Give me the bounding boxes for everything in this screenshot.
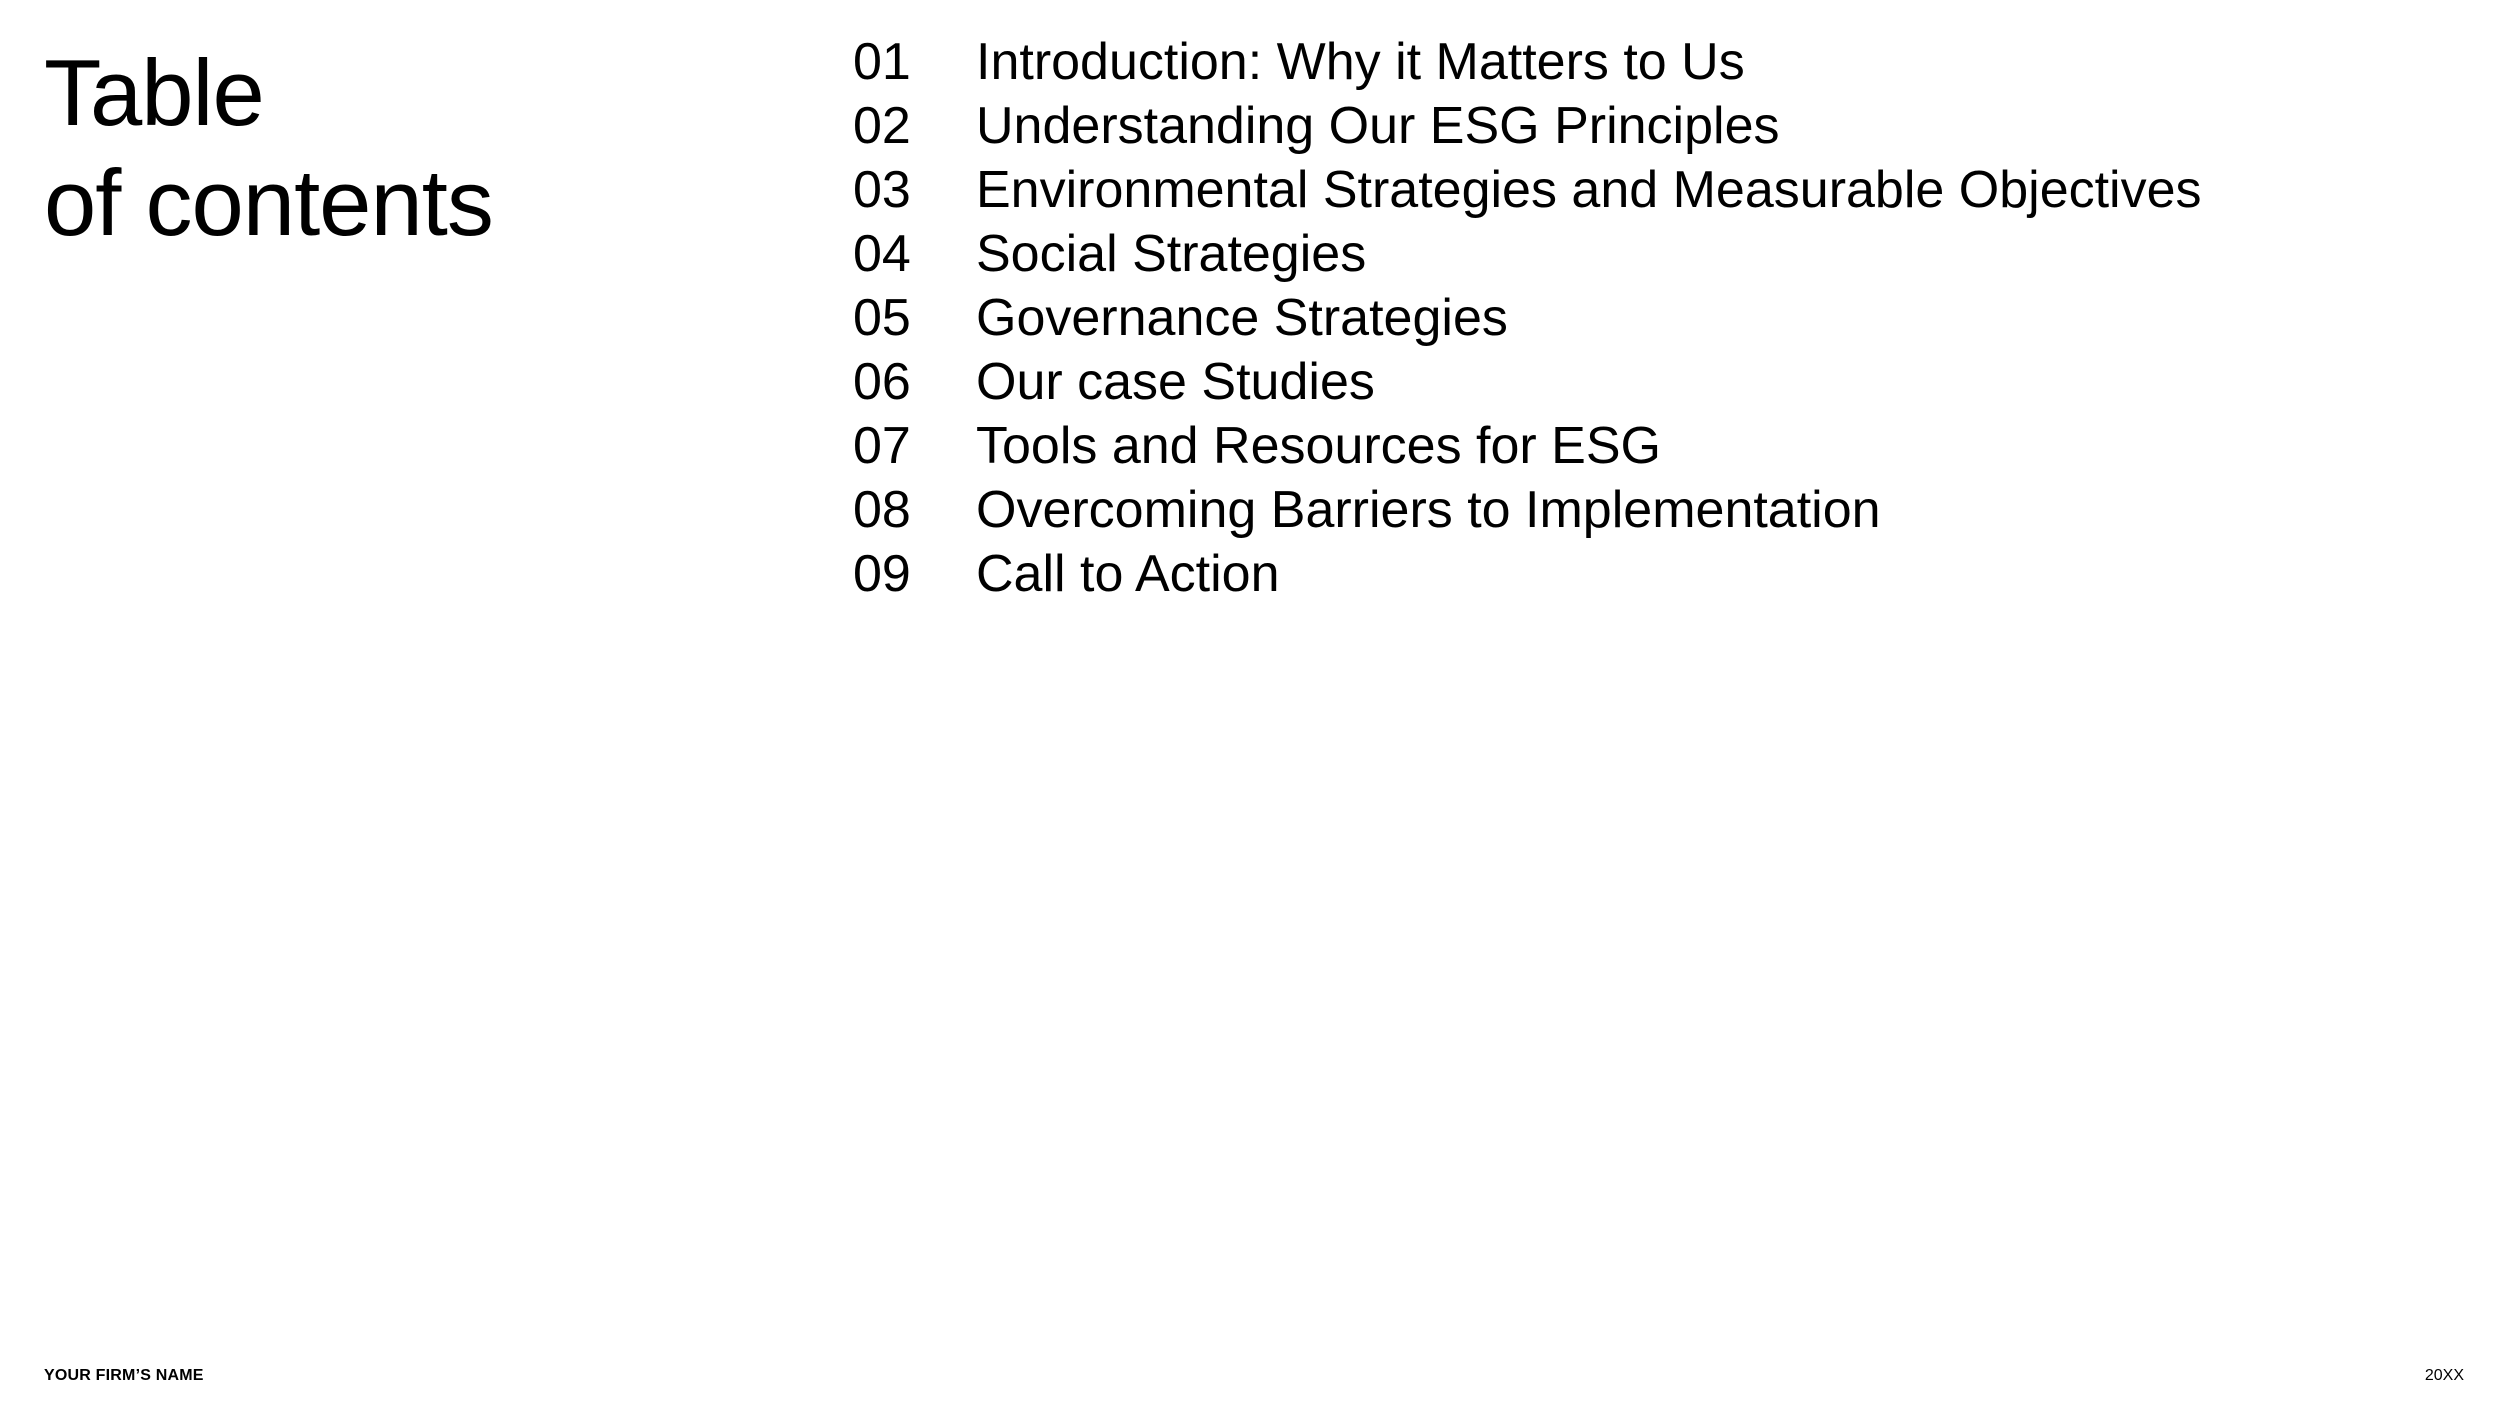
toc-item-label: Call to Action <box>976 545 1280 603</box>
title-line-2: of contents <box>44 150 493 255</box>
toc-item[interactable] <box>853 350 2202 414</box>
toc-item-number: 04 <box>853 225 911 283</box>
toc-item-label: Social Strategies <box>976 225 1367 283</box>
toc-item-number: 02 <box>853 97 911 155</box>
toc-item[interactable] <box>853 414 2202 478</box>
toc-item-label: Overcoming Barriers to Implementation <box>976 481 1881 539</box>
toc-item[interactable] <box>853 542 2202 606</box>
toc-item[interactable] <box>853 478 2202 542</box>
title-line-1: Table <box>44 40 264 145</box>
footer-year: 20XX <box>2424 1367 2464 1384</box>
toc-item-label: Understanding Our ESG Principles <box>976 97 1780 155</box>
toc-item-number: 09 <box>853 545 911 603</box>
footer-firm-name: YOUR FIRM’S NAME <box>44 1367 204 1384</box>
toc-item-label: Tools and Resources for ESG <box>976 417 1661 475</box>
toc-item-number: 05 <box>853 289 911 347</box>
page-title <box>44 38 493 258</box>
toc-item[interactable] <box>853 222 2202 286</box>
toc-item-number: 07 <box>853 417 911 475</box>
toc-item-label: Governance Strategies <box>976 289 1508 347</box>
toc-item[interactable] <box>853 94 2202 158</box>
toc-item[interactable] <box>853 158 2202 222</box>
toc-item-label: Introduction: Why it Matters to Us <box>976 33 1745 91</box>
toc-item-number: 03 <box>853 161 911 219</box>
toc-item[interactable] <box>853 286 2202 350</box>
toc-item-label: Environmental Strategies and Measurable Objectives <box>976 161 2202 219</box>
toc-item[interactable] <box>853 30 2202 94</box>
toc-item-number: 08 <box>853 481 911 539</box>
toc-item-label: Our case Studies <box>976 353 1375 411</box>
toc-item-number: 06 <box>853 353 911 411</box>
table-of-contents-list <box>853 30 2202 606</box>
toc-item-number: 01 <box>853 33 911 91</box>
